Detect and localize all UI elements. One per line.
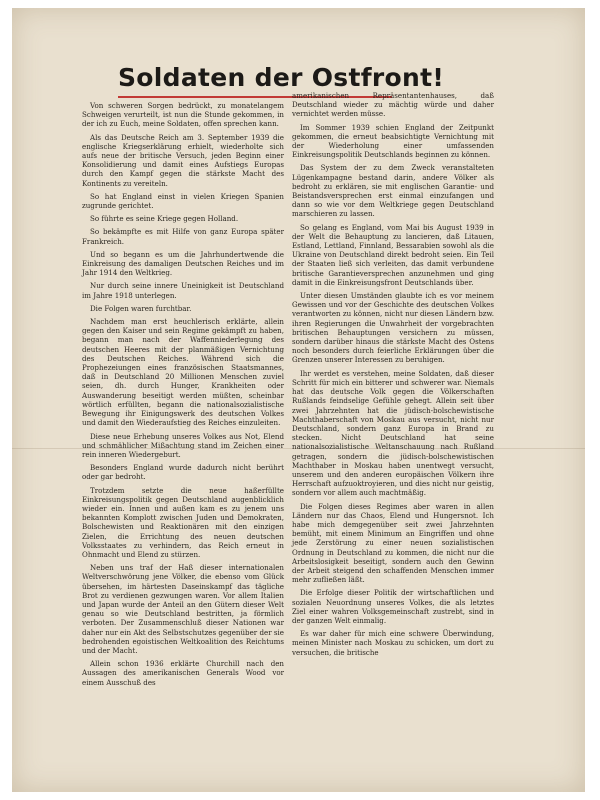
paragraph: Ihr werdet es verstehen, meine Soldaten, daß dieser Schritt für mich ein bitterer und schwerer war. Niemals hat das deutsche Volk gegen die Völkerschaften Rußlands feindselige Gefühle gehegt. Allein seit über zwei Jahrzehnten hat die jüdisch-bolschewistische Machthaberschaft von Moskau aus versucht, nicht nur Deutschland, sondern ganz Europa in Brand zu stecken. Nicht Deutschland hat seine nationalsozialistische Weltanschauung nach Rußland getragen, sondern die jüdisch-bolschewistischen Machthaber in Moskau haben unentwegt versucht, unserem und den anderen europäischen Völkern ihre Herrschaft aufzuoktroyieren, und dies nicht nur geistig, sondern vor allem auch machtmäßig. [292, 368, 494, 498]
paragraph: Und so begann es um die Jahrhundertwende die Einkreisung des damaligen Deutschen Reiches und im Jahr 1914 den Weltkrieg. [82, 249, 284, 278]
paragraph: So gelang es England, vom Mai bis August 1939 in der Welt die Behauptung zu lancieren, daß Litauen, Estland, Lettland, Finnland, Bessarabien sowohl als die Ukraine von Deutschland direkt bedroht seien. Ein Teil der Staaten ließ sich verleiten, das damit verbundene britische Garantieversprechen anzunehmen und ging damit in die Einkreisungsfront Deutschlands über. [292, 222, 494, 287]
paragraph: Trotzdem setzte die neue haßerfüllte Einkreisungspolitik gegen Deutschland augenblicklich wieder ein. Innen und außen kam es zu jenem uns bekannten Komplott zwischen Juden und Demokraten, Bolschewisten und Reaktionären mit den einzigen Zielen, die Errichtung des neuen deutschen Volksstaates zu verhindern, das Reich erneut in Ohnmacht und Elend zu stürzen. [82, 485, 284, 559]
paragraph: So hat England einst in vielen Kriegen Spanien zugrunde gerichtet. [82, 191, 284, 211]
paragraph: Nur durch seine innere Uneinigkeit ist Deutschland im Jahre 1918 unterlegen. [82, 281, 284, 300]
paragraph: So bekämpfte es mit Hilfe von ganz Europa später Frankreich. [82, 227, 284, 246]
document-sheet [12, 8, 585, 792]
paragraph: Von schweren Sorgen bedrückt, zu monatelangem Schweigen verurteilt, ist nun die Stunde gekommen, in der ich zu Euch, meine Soldaten, offen sprechen kann. [82, 101, 284, 129]
paragraph: Allein schon 1936 erklärte Churchill nach den Aussagen des amerikanischen Generals Wood vor einem Ausschuß des [82, 659, 284, 687]
document-title: Soldaten der Ostfront! [118, 63, 445, 92]
left-column [82, 101, 284, 691]
paragraph: Die Folgen waren furchtbar. [90, 303, 192, 313]
paragraph: Als das Deutsche Reich am 3. September 1939 die englische Kriegserklärung erhielt, wiederholte sich aufs neue der britische Versuch, jeden Beginn einer Konsolidierung und damit eines Aufstiegs Europas durch den Kampf gegen die stärkste Macht des Kontinents zu vereiteln. [82, 132, 284, 188]
paragraph: Diese neue Erhebung unseres Volkes aus Not, Elend und schmählicher Mißachtung stand im Zeichen einer rein inneren Wiedergeburt. [82, 431, 284, 459]
paragraph: So führte es seine Kriege gegen Holland. [90, 214, 239, 224]
paragraph: Besonders England wurde dadurch nicht berührt oder gar bedroht. [82, 463, 284, 482]
paragraph: Die Folgen dieses Regimes aber waren in allen Ländern nur das Chaos, Elend und Hungersnot. Ich habe mich demgegenüber seit zwei Jahrzehnten bemüht, mit einem Minimum an Eingriffen und ohne jede Zerstörung zu einer neuen sozialistischen Ordnung in Deutschland zu kommen, die nicht nur die Arbeitslosigkeit beseitigt, sondern auch den Gewinn der Arbeit steigend den schaffenden Menschen immer mehr zufließen läßt. [292, 501, 494, 585]
paragraph: amerikanischen Repräsentantenhauses, daß Deutschland wieder zu mächtig würde und daher vernichtet werden müsse. [292, 91, 494, 119]
paragraph: Neben uns traf der Haß dieser internationalen Weltverschwörung jene Völker, die ebenso vom Glück übersehen, im härtesten Daseinskampf das tägliche Brot zu verdienen gezwungen waren. Vor allem Italien und Japan wurde der Anteil an den Gütern dieser Welt genau so wie Deutschland bestritten, ja förmlich verboten. Der Zusammenschluß dieser Nationen war daher nur ein Akt des Selbstschutzes gegenüber der sie bedrohenden egoistischen Weltkoalition des Reichtums und der Macht. [82, 563, 284, 655]
paragraph: Die Erfolge dieser Politik der wirtschaftlichen und sozialen Neuordnung unseres Volkes, die als letztes Ziel einer wahren Volksgemeinschaft zustrebt, sind in der ganzen Welt einmalig. [292, 588, 494, 625]
right-column [292, 91, 494, 661]
paragraph: Im Sommer 1939 schien England der Zeitpunkt gekommen, die erneut beabsichtigte Vernichtung mit der Wiederholung einer umfassenden Einkreisungspolitik Deutschlands beginnen zu können. [292, 122, 494, 160]
paragraph: Es war daher für mich eine schwere Überwindung, meinen Minister nach Moskau zu schicken, um dort zu versuchen, die britische [292, 629, 494, 657]
paragraph: Unter diesen Umständen glaubte ich es vor meinem Gewissen und vor der Geschichte des deutschen Volkes verantworten zu können, nicht nur diesen Ländern bzw. ihren Regierungen die Unwahrheit der vorgebrachten britischen Behauptungen versichern zu müssen, sondern darüber hinaus die stärkste Macht des Ostens noch besonders durch feierliche Erklärungen über die Grenzen unserer Interessen zu beruhigen. [292, 291, 494, 365]
paragraph: Das System der zu dem Zweck veranstalteten Lügenkampagne bestand darin, andere Völker als bedroht zu erklären, sie mit englischen Garantie- und Beistandsversprechen erst einmal einzufangen und dann so wie vor dem Weltkriege gegen Deutschland marschieren zu lassen. [292, 163, 494, 219]
paragraph: Nachdem man erst heuchlerisch erklärte, allein gegen den Kaiser und sein Regime gekämpft zu haben, begann man nach der Waffenniederlegung des deutschen Heeres mit der planmäßigen Vernichtung des Deutschen Reiches. Während sich die Prophezeiungen eines französischen Staatsmannes, daß in Deutschland 20 Millionen Menschen zuviel seien, dh. durch Hunger, Krankheiten oder Auswanderung beseitigt werden müßten, scheinbar wörtlich erfüllten, begann die nationalsozialistische Bewegung ihr Einigungswerk des deutschen Volkes und damit den Wiederaufstieg des Reiches einzuleiten. [82, 317, 284, 428]
